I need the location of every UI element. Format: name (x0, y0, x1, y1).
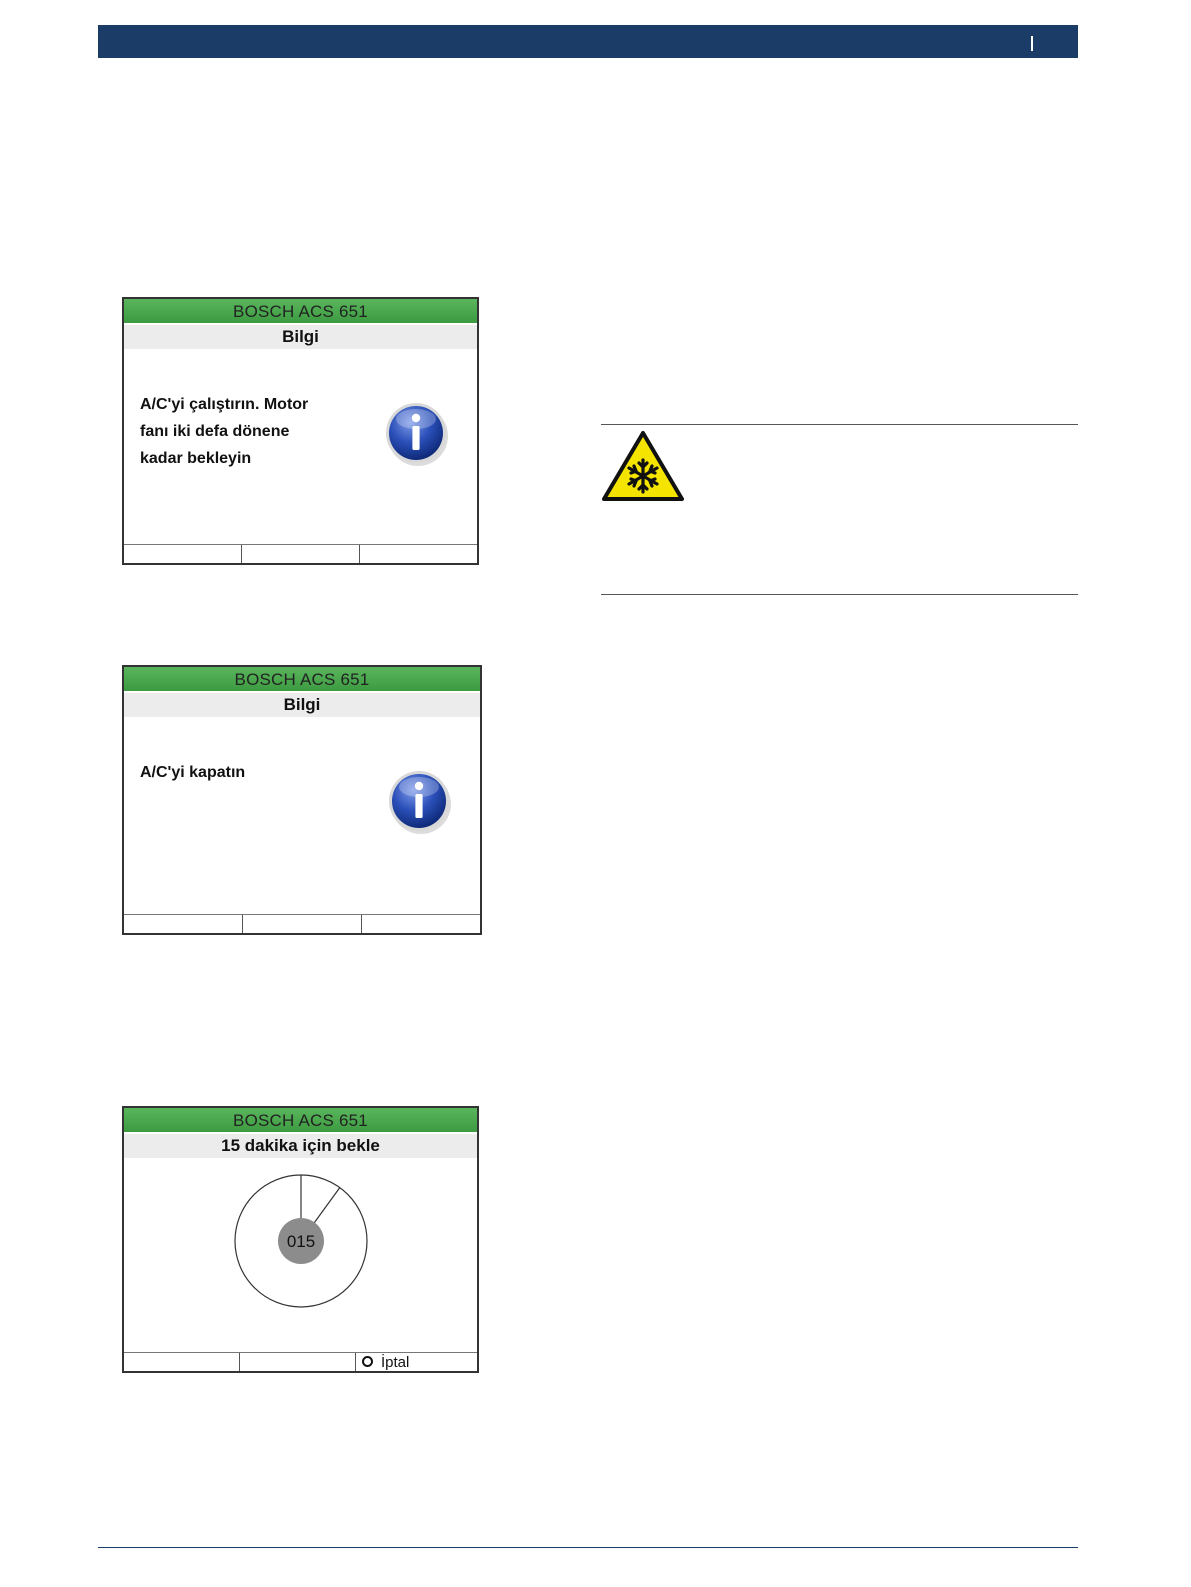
warning-bottom-rule (601, 594, 1078, 595)
warning-top-rule (601, 424, 1078, 425)
screen-heading: 15 dakika için bekle (124, 1134, 477, 1158)
cancel-label: İptal (381, 1354, 410, 1371)
message-line: A/C'yi çalıştırın. Motor (140, 396, 309, 413)
softkey-bar (124, 1352, 477, 1371)
softkey-1[interactable] (124, 545, 242, 563)
softkey-bar (124, 544, 477, 563)
device-screen-stop-ac (122, 665, 482, 935)
message-line: kadar bekleyin (140, 450, 252, 467)
softkey-3[interactable] (360, 545, 477, 563)
cancel-circle-icon (362, 1356, 373, 1367)
screen-heading: Bilgi (124, 325, 477, 349)
softkey-3[interactable] (362, 915, 480, 933)
info-icon (387, 769, 453, 835)
info-icon (384, 401, 450, 467)
device-screen-wait-timer (122, 1106, 479, 1373)
page-header-bar (98, 25, 1078, 58)
screen-message (140, 391, 380, 472)
softkey-2[interactable] (243, 915, 362, 933)
device-screen-start-ac (122, 297, 479, 565)
softkey-2[interactable] (242, 545, 360, 563)
screen-heading: Bilgi (124, 693, 480, 717)
message-line: fanı iki defa dönene (140, 423, 290, 440)
page-footer-rule (98, 1547, 1078, 1548)
screen-app-title: BOSCH ACS 651 (124, 1108, 477, 1132)
softkey-1[interactable] (124, 915, 243, 933)
timer-dial-icon (232, 1172, 370, 1310)
screen-message (140, 759, 380, 786)
cancel-softkey[interactable] (356, 1353, 477, 1371)
timer-countdown-value: 015 (286, 1232, 316, 1251)
message-line: A/C'yi kapatın (140, 764, 246, 781)
softkey-bar (124, 914, 480, 933)
screen-app-title: BOSCH ACS 651 (124, 299, 477, 323)
softkey-1[interactable] (124, 1353, 240, 1371)
screen-app-title: BOSCH ACS 651 (124, 667, 480, 691)
softkey-2[interactable] (240, 1353, 356, 1371)
header-separator (1031, 36, 1033, 51)
cold-hazard-warning-icon (601, 430, 685, 502)
